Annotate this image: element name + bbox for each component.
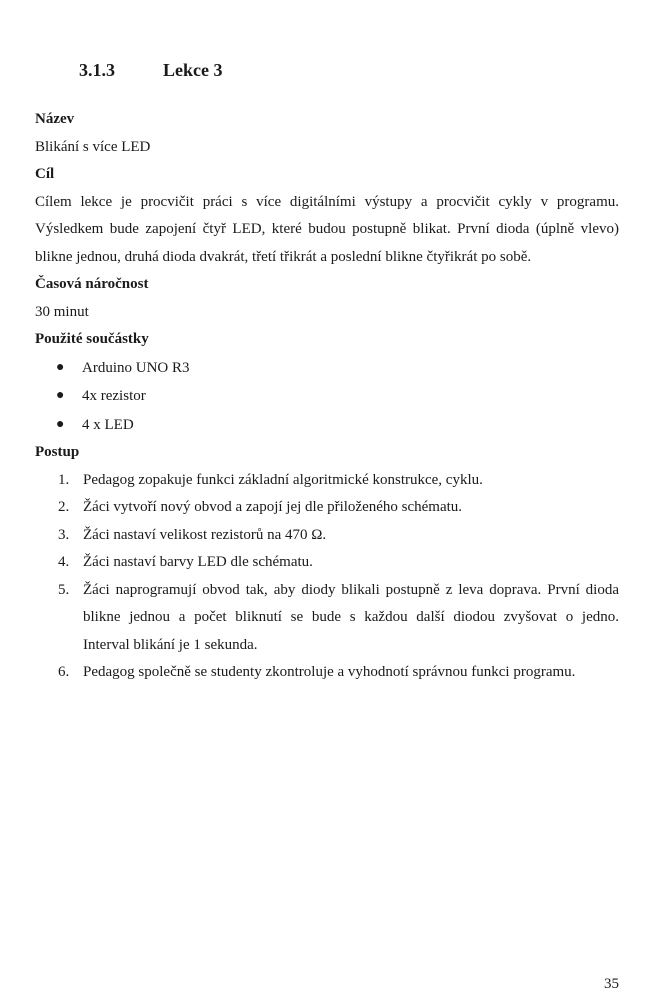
goal-line: blikne jednou, druhá dioda dvakrát, třetí třikrát a poslední blikne čtyřikrát po sobě. <box>35 248 532 265</box>
procedure-list <box>35 467 619 687</box>
page-number: 35 <box>604 976 619 992</box>
bullet-icon: ● <box>56 388 65 403</box>
step-item: 3. Žáci nastaví velikost rezistorů na 470 Ω. <box>58 526 327 543</box>
goal-label: Cíl <box>35 166 55 182</box>
name-label: Název <box>35 111 75 127</box>
bullet-icon: ● <box>56 359 65 375</box>
goal-line: Cílem lekce je procvičit práci s více digitálními výstupy a procvičit cykly v programu. <box>35 193 619 210</box>
time-label: Časová náročnost <box>35 276 149 292</box>
list-item: ● 4 x LED <box>35 411 619 440</box>
bullet-icon: ● <box>56 416 65 432</box>
parts-list <box>35 354 619 440</box>
time-value: 30 minut <box>35 303 89 320</box>
step-item: 2. Žáci vytvoří nový obvod a zapojí jej dle přiloženého schématu. <box>58 499 463 515</box>
name-value: Blikání s více LED <box>35 138 151 155</box>
section-heading <box>79 60 222 81</box>
list-item: ● Arduino UNO R3 <box>35 354 619 383</box>
step-item: 5. Žáci naprogramují obvod tak, aby diody blikali postupně z leva doprava. První dioda blikne jednou a počet bliknutí se bude s každou další diodou zvyšovat o jedno. Interval blikání je 1 sekunda. <box>58 581 619 653</box>
lesson-content <box>35 106 619 687</box>
section-number: 3.1.3 <box>79 60 115 80</box>
goal-line: Výsledkem bude zapojení čtyř LED, které budou postupně blikat. První dioda (úplně vlevo) <box>35 221 619 237</box>
list-item: ● 4x rezistor <box>35 382 619 411</box>
step-item: 6. Pedagog společně se studenty zkontroluje a vyhodnotí správnou funkci programu. <box>58 664 576 680</box>
parts-label: Použité součástky <box>35 331 149 347</box>
step-item: 1. Pedagog zopakuje funkci základní algoritmické konstrukce, cyklu. <box>58 471 483 488</box>
procedure-label: Postup <box>35 444 80 460</box>
goal-paragraph <box>35 189 619 272</box>
step-item: 4. Žáci nastaví barvy LED dle schématu. <box>58 554 313 570</box>
section-title: Lekce 3 <box>163 60 223 80</box>
